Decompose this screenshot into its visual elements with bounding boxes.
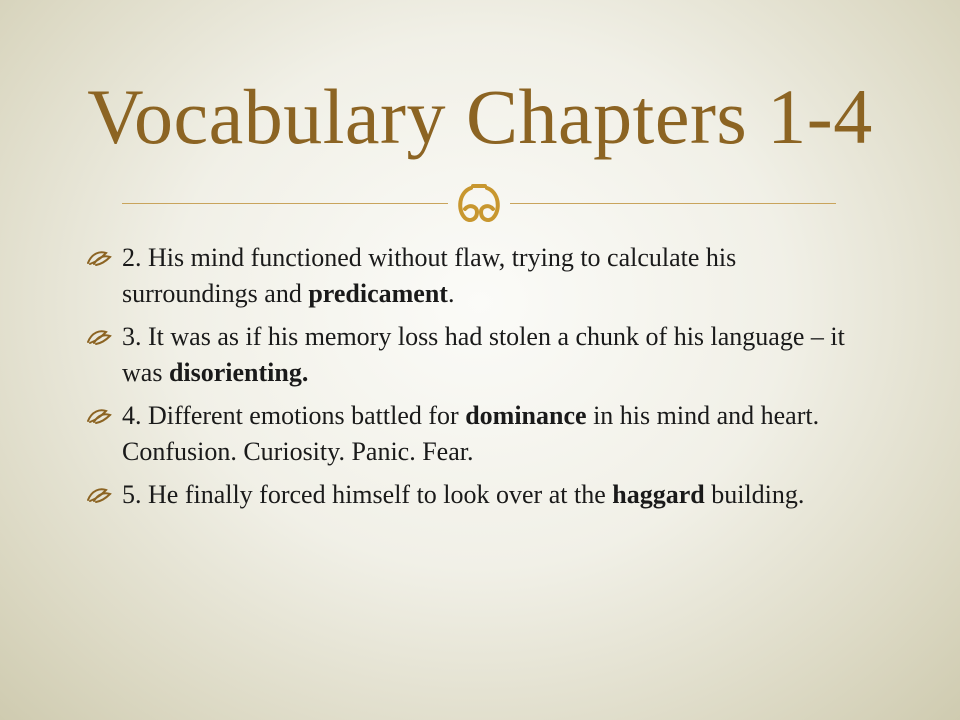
vocab-term: dominance xyxy=(465,401,587,430)
vocab-term: predicament xyxy=(308,279,448,308)
feather-bullet-icon xyxy=(86,486,112,504)
bullet-item xyxy=(86,398,866,470)
bullet-list xyxy=(86,240,866,520)
feather-bullet-icon xyxy=(86,407,112,425)
vocab-term: haggard xyxy=(612,480,705,509)
title-rule-right xyxy=(510,203,836,204)
bullet-item xyxy=(86,319,866,391)
slide-title: Vocabulary Chapters 1-4 xyxy=(87,73,873,160)
bullet-text: 5. He finally forced himself to look over at the haggard building. xyxy=(122,480,805,509)
feather-bullet-icon xyxy=(86,328,112,346)
bullet-text: 3. It was as if his memory loss had stolen a chunk of his language – it was disorienting. xyxy=(122,322,845,387)
double-scroll-icon xyxy=(449,182,509,224)
bullet-text: 4. Different emotions battled for dominance in his mind and heart. Confusion. Curiosity. Panic. Fear. xyxy=(122,401,820,466)
feather-bullet-icon xyxy=(86,249,112,267)
bullet-text: 2. His mind functioned without flaw, trying to calculate his surroundings and predicament. xyxy=(122,243,737,308)
vocab-term: disorienting. xyxy=(168,358,309,387)
bullet-item xyxy=(86,240,866,312)
bullet-item xyxy=(86,477,866,513)
title-rule-left xyxy=(122,203,448,204)
